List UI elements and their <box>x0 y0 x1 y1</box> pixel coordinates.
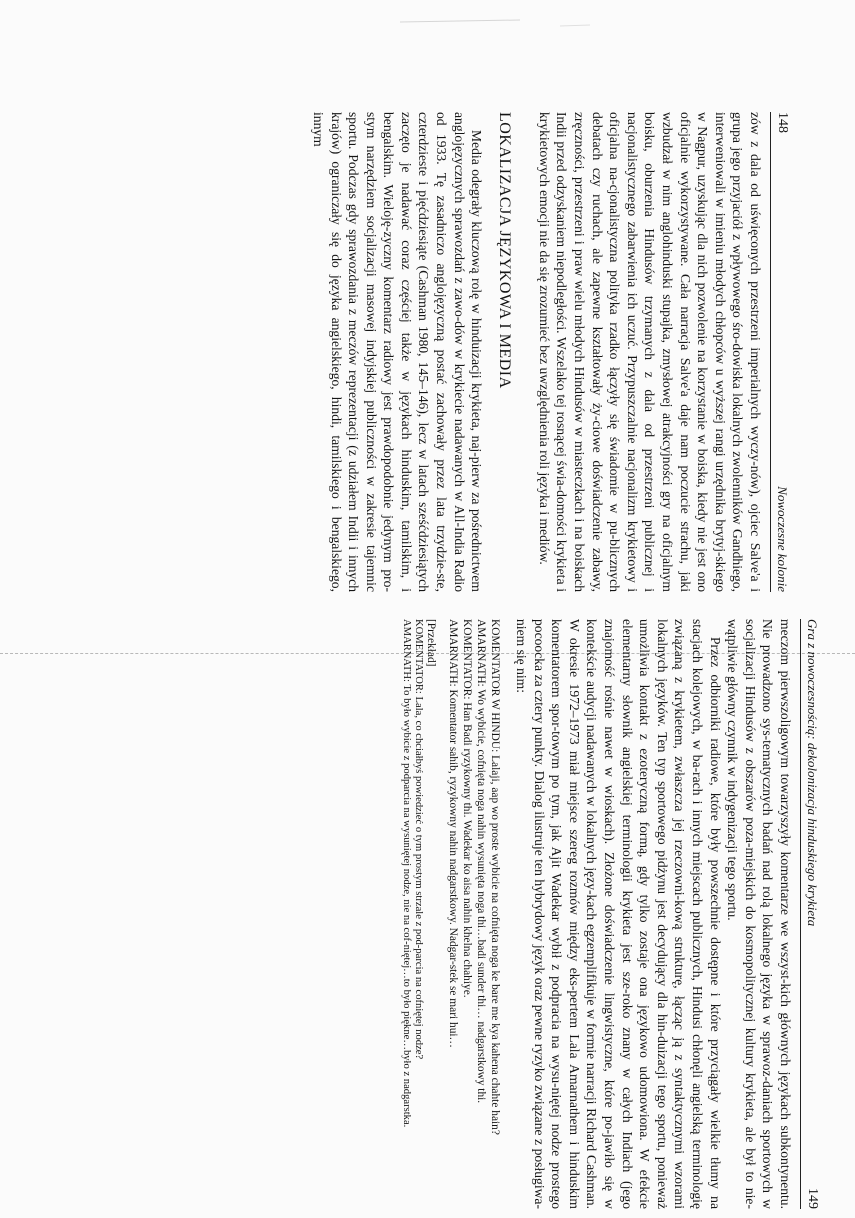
dialog-line: KOMENTATOR: Han Badi ryzykowny thi. Wadekar ko aisa nahin khelna chahiye. <box>461 619 474 998</box>
right-page-content <box>30 619 820 1209</box>
left-page-content <box>40 112 790 592</box>
running-header <box>800 619 820 1209</box>
paragraph: Przez odbiorniki radiowe, które były powszechnie dostępne i które przyciągały wielkie tłumy na stacjach kolejowych, w ba-rach i innych miejscach publicznych, Hindusi chłonęli angielską terminologię związaną z krykietem, zwłaszcza jej rzeczowni-kową strukturę, łącząc ją z syntaktycznymi wzorami lokalnych języków. Ten typ sportowego pidżynu jest decydujący dla hin-duizacji tego sportu, ponieważ umożliwia kontakt z ezoteryczną formą, gdy tylko zostaje ona językowo udomowiona. W efekcie elementarny słownik angielskiej terminologii krykieta jest sze-roko znany w całych Indiach (jego znajomość rośnie nawet w wioskach). Złożone doświadczenie lingwistyczne, które po-jawiło się w kontekście audycji nadawanych w lokalnych języ-kach egzemplifikuje w formie narracji Richard Cashman. W okresie 1972–1973 miał miejsce szereg rozmów między eks-pertem Lala Amarnathem i hinduskim komentatorem spor-towym po tym, jak Ajit Wadekar wybił z podpracia na wysu-niętej nodze prostego pocoocka za cztery punkty. Dialog ilustruje ten hybrydowy język oraz pewne ryzyko związane z posługiwa-niem się nim: <box>514 619 723 1209</box>
paragraph: meczom pierwszoligowym towarzyszyły komentarze we wszyst-kich głównych językach subkontynentu. Nie prowadzono sys-tematycznych badań nad rolą lokalnego języka w sprawoz-daniach sportowych w socjalizacji Hindusów z obszarów poza-miejskich do kosmopolitycznej kultury krykieta, ale był to nie-wątpliwie główny czynnik w indygenizacji tego sportu. <box>725 619 793 1209</box>
dialog-line: KOMENTATOR: Lala, co chciałbyś powiedzieć o tym prostym strzale z pod-parcia na cofniętej nodze? <box>413 619 425 1060</box>
dialog-block <box>399 619 503 1209</box>
dialog-line: KOMENTATOR W HINDU: Lalaji, aap wo proste wybicie na cofnięta noga ke bare me kya kahena chahte hain? <box>489 619 502 1135</box>
running-header <box>770 112 790 592</box>
running-head-title: Gra z nowoczesnością: dekolonizacja hinduskiego krykieta <box>805 619 820 927</box>
dialog-line: AMARNATH: To było wybicie z podparcia na wysuniętej nodze, nie na cof-niętej…to było piękne…było z nadgarstka. <box>400 619 412 1128</box>
left-book-page <box>0 0 855 608</box>
section-heading: LOKALIZACJA JĘZYKOWA I MEDIA <box>496 112 514 389</box>
dialog-line: AMARNATH: Wo wybicie, cofnięta noga nahin wysunięta noga thi…badi sunder thi… nadgarstkowy thi. <box>475 619 488 1104</box>
right-book-page <box>0 609 855 1218</box>
page-number: 149 <box>805 1188 820 1209</box>
translation-note: [Przekład] <box>425 619 438 667</box>
paragraph: zów z dala od uświęconych przestrzeni imperialnych wyczy-nów), ojciec Salve'a i grupa jego przyjaciół z wpływowego śro-dowiska lokalnych zwolenników Gandhiego, interweniowali w imieniu młodych chłopców u wyższej rangi urzędnika brytyj-skiego w Nagpur, uzyskując dla nich pozwolenie na korzystanie w boiska, kiedy nie jest ono oficjalnie wykorzystywane. Cała narracja Salve'a daje nam poczucie strachu, jaki wzbudzał w nim anglohinduski stupajka, zmysłowej atrakcyjności gry na oficjalnym boisku, oburzenia Hindusów trzymanych z dala od przestrzeni publicznej i nacjonalistycznego zabarwienia ich uczuć. Przypuszczalnie nacjonalizm krykietowy i oficjalna na-cjonalistyczna polityka rzadko łączyły się świadomie w pu-blicznych debatach czy ruchach, ale zapewne kształtowały ży-ciowe doświadczenie zabawy, zręczności, przestrzeni i praw wielu młodych Hindusów w miasteczkach i na boiskach Indii przed odzyskaniem niepodległości. Wszelako tej rosnącej świa-domości krykieta i krykietowych emocji nie da się zrozumieć bez uwzględnienia roli języka i mediów. <box>536 112 763 592</box>
running-head-title: Nowoczesne kolonie <box>775 486 790 592</box>
dialog-line: AMARNATH: Komentator sahib, ryzykowny nahin nadgarstkowy. Nadgar-stek se mari hui… <box>447 619 460 1048</box>
paragraph: Media odegrały kluczową rolę w hinduizacji krykieta, naj-pierw za pośrednictwem anglojęzycznych sprawozdań z zawo-dów w krykiecie nadawanych w All-India Radio od 1933. Tę zasadniczo anglojęzyczną postać zachowały przez lata trzydzie-ste, czterdzieste i pięćdziesiąte (Cashman 1980, 145–146), lecz w latach sześćdziesiątych zaczęto je nadawać coraz częściej także w językach hinduskim, tamilskim, i bengalskim. Wieloję-zyczny komentarz radiowy jest prawdopodobnie jedynym pro-stym narzędziem socjalizacji masowej indyjskiej publiczności w zakresie tajemnic sportu. Podczas gdy sprawozdania z meczów reprezentacji (z udziałem Indii i innych krajów) ograniczały się do języka angielskiego, hindi, tamilskiego i bengalskiego, innym <box>310 112 485 592</box>
page-number: 148 <box>775 112 790 133</box>
